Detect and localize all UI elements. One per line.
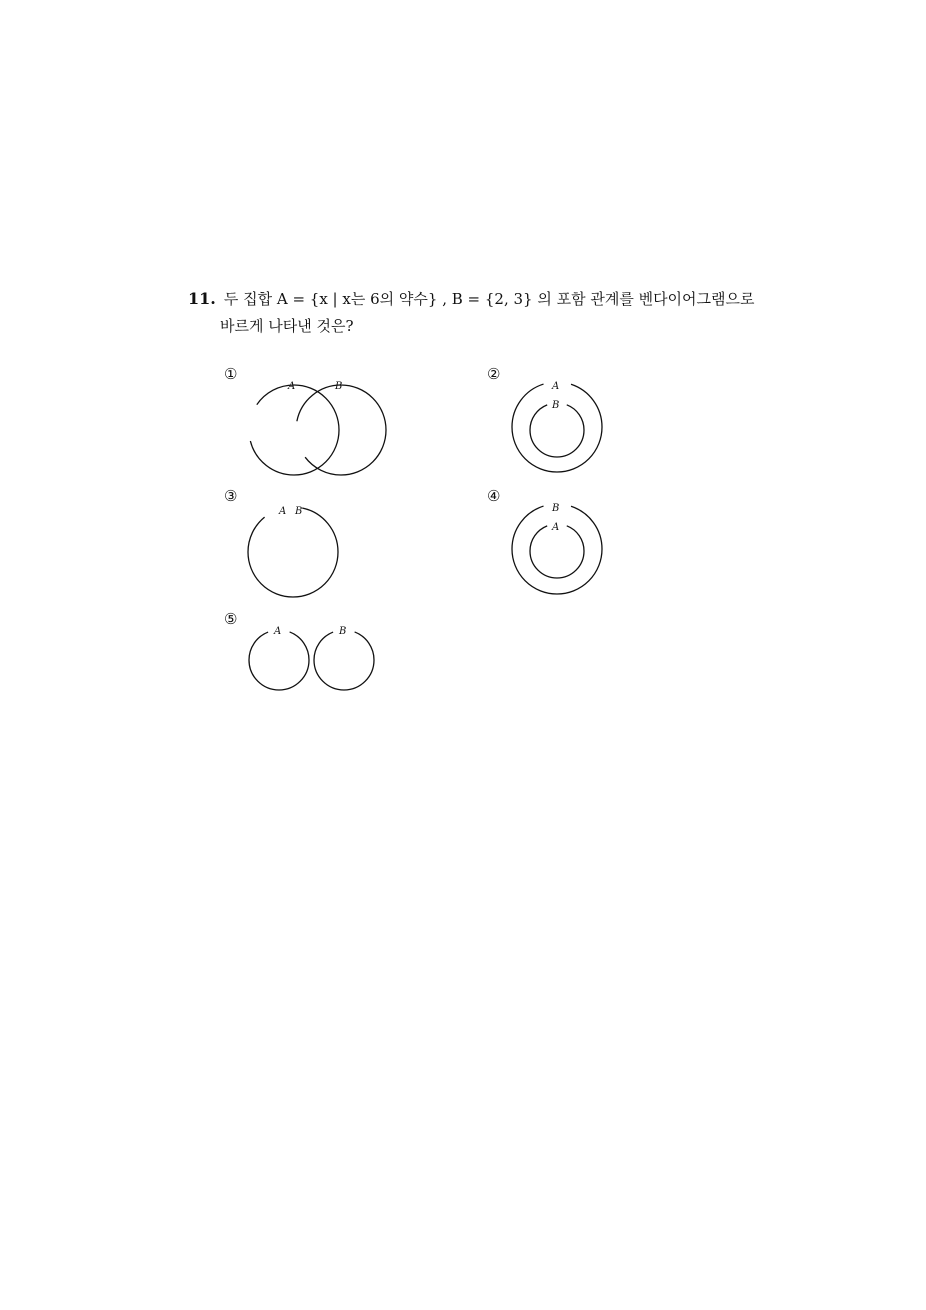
venn-circle-a (249, 630, 309, 690)
choice-4-label[interactable]: ④ (487, 487, 501, 505)
venn-circle-inner (530, 403, 584, 457)
set-label: A (288, 381, 296, 392)
choice-2-label[interactable]: ② (487, 365, 501, 383)
venn-circle-outer (512, 382, 602, 472)
set-label: B (552, 400, 560, 411)
choice-5-diagram[interactable] (249, 630, 374, 690)
venn-circle-b (296, 385, 386, 475)
set-label: B (295, 506, 303, 517)
choice-2-diagram[interactable] (512, 382, 602, 472)
question-text-line-2: 바르게 나타낸 것은? (220, 317, 354, 335)
choice-3-label[interactable]: ③ (224, 487, 238, 505)
venn-circle-a (249, 385, 339, 475)
set-label: A (279, 506, 287, 517)
choice-4-diagram[interactable] (512, 504, 602, 594)
choice-5-label[interactable]: ⑤ (224, 610, 238, 628)
question-number: 11. (188, 289, 216, 308)
set-label: A (552, 522, 560, 533)
question-text-line-1: 두 집합 A = {x | x는 6의 약수} , B = {2, 3} 의 포함 관계를 벤다이어그램으로 (223, 290, 755, 308)
choice-1-diagram[interactable] (249, 385, 386, 475)
set-label: B (552, 503, 560, 514)
set-label: A (274, 626, 282, 637)
set-label: A (552, 381, 560, 392)
venn-circle-b (314, 630, 374, 690)
set-label: B (335, 381, 343, 392)
venn-circle-equal (248, 507, 338, 597)
venn-circle-outer (512, 504, 602, 594)
choice-1-label[interactable]: ① (224, 365, 238, 383)
set-label: B (339, 626, 347, 637)
choice-3-diagram[interactable] (248, 507, 338, 597)
